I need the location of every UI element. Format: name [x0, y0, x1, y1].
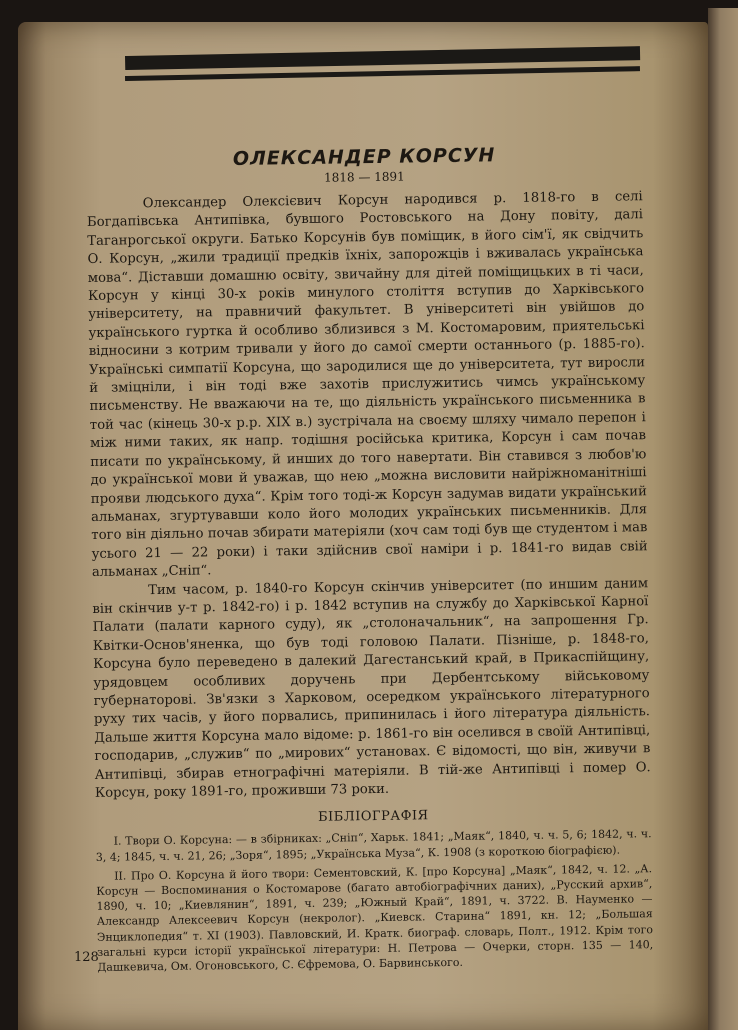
bibliography-heading: БІБЛІОГРАФІЯ: [317, 808, 429, 826]
life-years: 1818 — 1891: [323, 169, 405, 185]
adjacent-page-edge: [708, 8, 738, 1030]
bibliography-entry: II. Про О. Корсуна й його твори: Сементовский, К. [про Корсуна] „Маяк“, 1842, ч. 12. „А. Корсун — Воспоминания о Костомарове (багато автобіографічних даних), „Русский архив“, 1890, ч. 10; „Киевлянин“, 1891, ч. 239; „Южный Край“, 1891, ч. 3722. В. Науменко — Александр Алексеевич Корсун (некролог). „Киевск. Старина“ 1891, кн. 12; „Большая Энциклопедия“ т. XI (1903). Павловский, И. Кратк. биограф. словарь, Полт., 1912. Крім того загальні курси історії української літератури: Н. Петрова — Очерки, сторн. 135 — 140, Дашкевича, Ом. Огоновського, С. Єфремова, О. Барвинського.: [96, 861, 654, 974]
page-content: [86, 142, 654, 979]
page-number: 128: [74, 950, 99, 965]
paragraph: Олександер Олексієвич Корсун народився р. 1818-го в селі Богдапівська Антипівка, бувшого Ростовського на Дону повіту, далі Таганрогської округи. Батько Корсунів був поміщик, в його сім'ї, як свідчить О. Корсун, „жили традиції предків їхніх, запорожців і вживалась українська мова“. Діставши домашню освіту, звичайну для дітей поміщицьких в ті часи, Корсун у кінці 30-х років минулого століття вступив до Харківського університету, на правничий факультет. В університеті він увійшов до українського гуртка й особливо зблизився з М. Костомаровим, приятельські відносини з котрим тривали у його до самої смерти останнього (р. 1885-го). Українські симпатії Корсуна, що зародилися ще до університета, тут виросли й зміцніли, і він тоді вже захотів прислужитись чимсь українському письменству. Не вважаючи на те, що діяльність українського письменника в той час (кінець 30-х р.р. XIX в.) зустрічала на своєму шляху чимало перепон і між ними таких, як напр. тодішня російська критика, Корсун і сам почав писати по українському, й инших до того навертати. Він ставився з любов'ю до української мови й уважав, що нею „можна висловити найріжноманітніші прояви людського духа“. Крім того тоді-ж Корсун задумав видати український альманах, згуртувавши коло його молодих українських письменників. Для того він діяльно почав збирати матеріяли (хоч сам тоді був ще студентом і мав усього 21 — 22 роки) і таки здійснив свої наміри і р. 1841-го видав свій альманах „Сніп“.: [86, 189, 648, 581]
page-title: ОЛЕКСАНДЕР КОРСУН: [232, 144, 496, 170]
bibliography-entry: I. Твори О. Корсуна: — в збірниках: „Сніп“, Харьк. 1841; „Маяк“, 1840, ч. ч. 5, 6; 1842, ч. ч. 3, 4; 1845, ч. ч. 21, 26; „Зоря“, 1895; „Українська Муза“, К. 1908 (з короткою біографією).: [95, 827, 652, 864]
paragraph: Тим часом, р. 1840-го Корсун скінчив університет (по иншим даним він скінчив у-т р. 1842-го) і р. 1842 вступив на службу до Харківської Карної Палати (палати карного суду), як „столоначальник“, на запрошення Гр. Квітки-Основ'яненка, що був тоді головою Палати. Пізніше, р. 1848-го, Корсуна було переведено в далекий Дагестанський край, в Прикаспійщину, урядовцем особливих доручень при Дербентському військовому губернаторові. Зв'язки з Харковом, осередком українського літературного руху тих часів, у його порвались, припинилась і його література діяльність. Дальше життя Корсуна мало відоме: р. 1861-го він оселився в своїй Антипівці, господарив, „служив“ по „мирових“ установах. Є відомості, що він, живучи в Антипівці, збирав етнографічні матеріяли. В тій-же Антипівці і помер О. Корсун, року 1891-го, проживши 73 роки.: [92, 575, 651, 801]
